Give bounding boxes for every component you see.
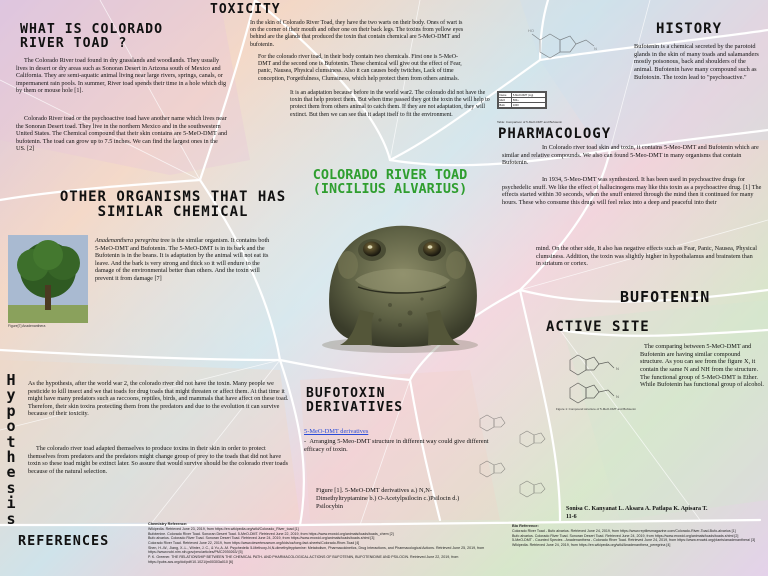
svg-text:N: N	[616, 394, 619, 399]
active-site-structure-figure	[560, 340, 638, 405]
pharmacology-paragraph-2: In 1934, 5-Meo-DMT was synthesized. It has been used in psychoactive drugs for psychedelic snuff. We like the effect of hallucinogens may like this toxin as a psychoactive drug. [1] The effects started within 30 seconds, when the snuff entered through the mind then it continued for many hours. These who consume this drugs will feel relax into a deep and peaceful into their	[502, 176, 762, 206]
derivatives-bullet-text: Arranging 5-Meo-DMT structure in different way could give different efficacy of toxin.	[304, 438, 489, 453]
authors: Sonisa C. Kanyanat L. Aksara A. Patlapa K. Apisara T.	[566, 506, 708, 512]
table-cell: 500+	[512, 98, 546, 103]
table-caption: Table: Comparison of 5-MeO-DMT and Bufotenin	[497, 120, 563, 124]
hypothesis-vertical-heading	[4, 373, 18, 527]
what-is-paragraph-1: The Colorado River toad found in dry grasslands and woodlands. They usually lives in desert or dry areas such as Sonoran Desert in Arizona south of Mexico and California. They are semi-aquatic animal living near large rivers, springs, canals, or impermanent rain pools. In summer, River toad spends their time in a hole which dig by them or mouse hole [1].	[16, 57, 227, 95]
derivatives-link[interactable]: 5-MeO-DMT derivatives	[304, 428, 369, 435]
history-chem-figure	[520, 10, 620, 70]
hypothesis-letter: y	[6, 386, 16, 405]
svg-text:HO: HO	[528, 28, 534, 33]
what-is-heading: WHAT IS COLORADO RIVER TOAD ?	[20, 22, 164, 51]
reference-item: Bufo alvarius. Colorado River Toad. Sonoran Desert Toad. Retrieved June 24, 2019, from https://www.erowid.org/animals/toads/toads.shtml [3]	[148, 536, 375, 541]
tree-figure-caption: Figure[7] Anadenanthera	[8, 324, 46, 328]
tree-photo	[8, 235, 88, 323]
toxicity-paragraph-3: It is an adaptation because before in the world war2. The colorado did not have the toxin that help protect them. But when time passed they got the toxin the will help to protect them from others animal to catch them. If they are not adaptation, they will extinct. But then we can see that it adapt itself to fit the environment.	[290, 90, 490, 118]
toad-photo	[300, 195, 500, 355]
class-label: 11-6	[566, 514, 577, 520]
comparison-table	[497, 91, 547, 109]
svg-text:N: N	[594, 46, 597, 51]
main-title: COLORADO RIVER TOAD (INCILIUS ALVARIUS)	[312, 167, 468, 198]
what-is-paragraph-2: Colorado River toad or the psychoactive toad have another name which lives near the Sonoran Desert toad. They live in the northern Mexico and in the southwestern United States. The Chemical compound that their skin contains are 5-MeO-DMT and bufotenin. The toad can grow up to 7.5 inches. We can find the largest ones in the US. [2]	[16, 115, 228, 153]
reference-item: 5-MeO-DMT - Counted Species - Anadenanthera - Colorado River Toad. Retrieved June 24, 2019, from https://www.erowid.org/plants/anadenanthera/ [3]	[512, 538, 756, 543]
hypothesis-letter: H	[6, 371, 16, 389]
other-organisms-heading: OTHER ORGANISMS THAT HAS SIMILAR CHEMICAL	[59, 189, 287, 220]
chemistry-references	[148, 522, 494, 564]
reference-item: Colorado River Toad. Retrieved June 22, 2019, from https://www.desertmuseum.org/kids/oz/long-fact-sheets/Colorado-River-Toad [4]	[148, 540, 360, 545]
pharmacology-paragraph-1: In Colorado river toad skin and toxin, it contains 5-Meo-DMT and Bufotenin which are similar and relative compounds. We also can found 5-Meo-DMT in many organisms that contain Bufotenin.	[502, 144, 759, 167]
hypothesis-letter: p	[6, 401, 16, 420]
bufotenin-heading: BUFOTENIN	[620, 288, 711, 306]
table-cell: Name	[499, 93, 512, 98]
toxicity-heading: TOXICITY	[210, 2, 281, 17]
bio-reference-title: Bio Reference:	[512, 524, 539, 528]
svg-text:N: N	[616, 366, 619, 371]
species-name: Anadenanthera peregrina	[95, 237, 159, 244]
hypothesis-paragraph-1: As the hypothesis, after the world war 2, the colorado river did not have the toxin. Many people we pesticide to kill insect and we that toads for drug toads that might threaten or affect them. At that time it might have many predators such as raccoons, reptiles, birds, and mammals that have affect on these toad. Therefore, their skin toxins protecting them from the predators and due to the evolution it can survive because of their toxicity.	[28, 380, 289, 418]
reference-item: Wikipedia. Retrieved June 23, 2019, from https://en.wikipedia.org/wiki/Colorado_River_toad [1]	[148, 526, 299, 531]
hypothesis-letter: o	[6, 417, 16, 436]
reference-item: Bufotenine. Colorado River Toad. Sonoran Desert Toad. 5-MeO-DMT. Retrieved June 22, 2019, from https://www.erowid.org/animals/toads/toads_chem [2]	[148, 531, 394, 536]
derivatives-figure-caption: Figure [1]. 5-MeO-DMT derivatives a.) N,N-Dimethyltryptamine b.) O-Acetylpsilocin c.)Psilocin d.) Psilocybin	[316, 487, 460, 510]
table-cell: MeO	[499, 98, 512, 103]
chemistry-reference-title: Chemistry Reference:	[148, 522, 188, 526]
history-text: Bufotenin is a chemical secreted by the parotoid glands in the skin of many toads and salamanders mostly poisonous, back and shoulders of the animal. Bufotenin have many compound such as Bufotoxin. The toxin lead to "psychoactive."	[634, 43, 759, 81]
pharmacology-heading: PHARMACOLOGY	[498, 126, 612, 142]
hypothesis-letter: s	[6, 509, 16, 528]
reference-item: Shen, H.-W., Jiang, X.-L., Winter, J. C., & Yu, A.-M. Psychedelic 5-Methoxy-N,N-dimethyltryptamine: Metabolism, Pharmacokinetics, Drug Interactions, and Pharmacological Actions. Retrieved June 25, 2019, from https://www.ncbi.nlm.nih.gov/pmc/articles/PMC2939263/ [5]	[148, 545, 485, 555]
table-cell: 5-MeO-DMT (mg)	[512, 93, 546, 98]
bio-references	[512, 524, 764, 548]
active-site-heading: ACTIVE SITE	[546, 319, 650, 335]
toxicity-paragraph-2: For the colorado river toad, in their body contain two chemicals. First one is 5-MeO-DMT and the second one is Bufotenin. These chemical will give out the effect of Fear, panic, Nausea, Physical clumsiness. Also it can causes body twitches, Lack of time conception, Forgetfulness, Clumsiness, which help protect them from others animals.	[258, 54, 462, 82]
reference-item: P. K. Greener. THE RELATIONSHIP BETWEEN THE CHEMICAL PATH- AND PHARMACOLOGICAL ACTIONS OF BUFOTENIN, BUFOTENIDINE AND PSILOCIN. Retrieved June 22, 2019, from https://pubs.acs.org/doi/pdf/10.1021/jm00303a010 [6]	[148, 554, 459, 564]
other-organisms-body: tree is the similar organism. It contains both 5-MeO-DMT and Bufotenin. The 5-MeO-DMT is in its bark and the Bufotenin is in the beans. It is adaptation by the animal will not eat its leave. And the bark is very strong and thick so it will endure to the damage of the environmental better than others. And the toxin will prevent it from damage [7]	[95, 237, 270, 282]
pharmacology-paragraph-3: mind. On the other side, It also has negative effects such as Fear, Panic, Nausea, Physical clumsiness. Addition, the toxin was slightly higher in hypothalamus and brainstem than in striatum or cortex.	[536, 245, 757, 268]
table-cell: Bufo	[499, 103, 512, 108]
toxicity-paragraph-1: In the skin of Colorado River Toad, they have the two warts on their body. Ones of wart is on the corner of their mouth and other one on their back legs. The toxins from yellow eyes behind are the glands that produced the toxin that contain chemical are 5-MeO-DMT and bufotenin.	[250, 20, 464, 48]
hypothesis-letter: s	[6, 478, 16, 497]
active-site-figure-caption: Figure 1: Compound structure of 5-MeO-DMT and Bufotenin	[556, 407, 636, 411]
reference-item: Colorado River Toad - Bufo alvarius. Retrieved June 24, 2019, from https://www.reptilesmagazine.com/Colorado-River-Toad-Bufo-alvarius [1]	[512, 528, 736, 533]
hypothesis-letter: h	[6, 448, 16, 467]
derivatives-heading: BUFOTOXIN DERIVATIVES	[306, 386, 404, 415]
reference-item: Bufo alvarius. Colorado River Toad. Sonoran Desert Toad. Retrieved June 24, 2019, from https://www.erowid.org/animals/toads/toads.shtml [2]	[512, 533, 739, 538]
hypothesis-letter: e	[6, 463, 16, 482]
hypothesis-paragraph-2: The colorado river toad adapted themselves to produce toxins in their skin in order to protect themselves from predators and the predators might change group of prey to the toads that did not have toxin so these toad might be extinct later. So assure that would survive should be the colorado river toads because of the natural selection.	[28, 445, 288, 475]
bullet-dash: -	[304, 438, 310, 445]
table-cell: 1000	[512, 103, 546, 108]
reference-item: Wikipedia. Retrieved June 24, 2019, from https://en.wikipedia.org/wiki/Anadenanthera_peregrina [4]	[512, 542, 671, 547]
references-heading: REFERENCES	[18, 533, 110, 549]
active-site-text: The comparing between 5-MeO-DMT and Bufotenin are having similar compound structure. As you can see from the figure X, it contain the same N and NH from the structure. The functional group of 5-MeO-DMT is Ether. While Bufotenin has functional group of alcohol.	[640, 343, 764, 389]
hypothesis-letter: t	[6, 432, 16, 451]
hypothesis-letter: i	[6, 494, 16, 513]
history-heading: HISTORY	[656, 21, 723, 37]
other-organisms-text	[95, 237, 275, 282]
derivatives-structures-figure	[470, 405, 560, 515]
